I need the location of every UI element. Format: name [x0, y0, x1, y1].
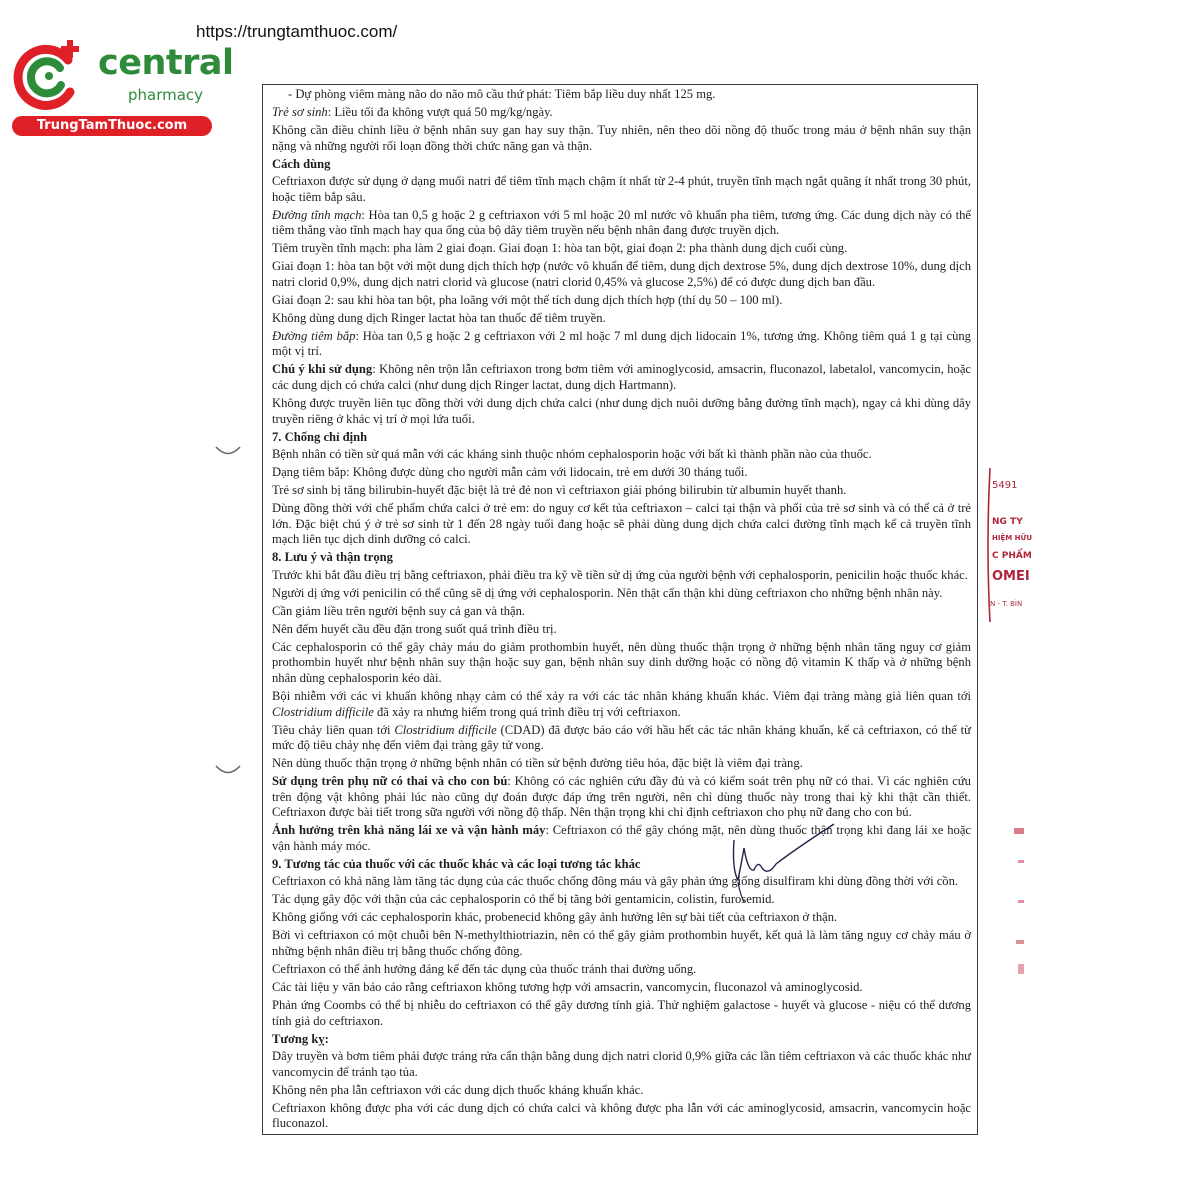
paragraph: Trẻ sơ sinh bị tăng bilirubin-huyết đặc biệt là trẻ đẻ non vì ceftriaxon giải phóng bilirubin từ albumin huyết thanh.	[272, 483, 847, 498]
paragraph: - Dự phòng viêm màng não do não mô cầu thứ phát: Tiêm bắp liều duy nhất 125 mg.	[288, 87, 716, 101]
paragraph: Dây truyền và bơm tiêm phải được tráng rửa cẩn thận bằng dung dịch natri clorid 0,9% giữa các lần tiêm ceftriaxon và các thuốc khác như vancomycin để tránh tạo tủa.	[272, 1049, 971, 1079]
paragraph: Người dị ứng với penicilin có thể cũng sẽ dị ứng với cephalosporin. Nên thật cẩn thận khi dùng ceftriaxon cho những bệnh nhân này.	[272, 585, 943, 600]
emphasis: Clostridium difficile	[394, 722, 497, 737]
paragraph-text: Bội nhiễm với các vi khuẩn không nhạy cảm có thể xảy ra với các tác nhân kháng khuẩn khác. Viêm đại tràng màng giả liên quan tới	[272, 688, 971, 703]
stamp-text: C PHẨM	[992, 551, 1032, 561]
paragraph-text: : Ceftriaxon có thể gây chóng mặt, nên dùng thuốc thận trọng khi đang lái xe hoặc vận hành máy móc.	[272, 823, 971, 853]
section-heading: 9. Tương tác của thuốc với các thuốc khác và các loại tương tác khác	[272, 856, 641, 871]
paragraph: Không dùng dung dịch Ringer lactat hòa tan thuốc để tiêm truyền.	[272, 310, 606, 325]
section-heading: 8. Lưu ý và thận trọng	[272, 550, 393, 565]
logo-mark-icon	[10, 38, 90, 118]
bold-label: Chú ý khi sử dụng	[272, 362, 373, 377]
bold-label: Ảnh hưởng trên khả năng lái xe và vận hành máy	[272, 823, 546, 838]
bold-label: Sử dụng trên phụ nữ có thai và cho con bú	[272, 774, 508, 789]
brand-subtitle: pharmacy	[128, 86, 204, 104]
paragraph: Nên đếm huyết cầu đều đặn trong suốt quá trình điều trị.	[272, 621, 557, 636]
paragraph	[272, 774, 971, 821]
brand-name: central	[98, 43, 234, 83]
paragraph	[272, 823, 971, 854]
paragraph-text: : Không có các nghiên cứu đầy đủ và có kiểm soát trên phụ nữ có thai. Vì các nghiên cứu trên động vật không phải lúc nào cũng dự đoán được đáp ứng trên người, nên chỉ dùng thuốc này trong thai kỳ khi thật cần thiết. Ceftriaxon được bài tiết trong sữa người với nồng độ thấp. Nên thận trọng khi chỉ định ceftriaxon cho phụ nữ đang cho con bú.	[272, 774, 971, 820]
stamp-text: OMEI	[992, 569, 1030, 584]
paragraph-text: : Không nên trộn lẫn ceftriaxon trong bơm tiêm với aminoglycosid, amsacrin, fluconazol, labetalol, vancomycin, hoặc các dung dịch có chứa calci (như dung dịch Ringer lactat, dung dịch Hartmann).	[272, 362, 971, 392]
paragraph	[272, 208, 971, 239]
paragraph: Trước khi bắt đầu điều trị bằng ceftriaxon, phải điều tra kỹ về tiền sử dị ứng của người bệnh với cephalosporin, penicilin hoặc thuốc khác.	[272, 567, 968, 582]
source-url[interactable]: https://trungtamthuoc.com/	[196, 22, 398, 41]
emphasis: Clostridium difficile	[272, 704, 374, 719]
paragraph-text: : Hòa tan 0,5 g hoặc 2 g ceftriaxon với 2 ml hoặc 7 ml dung dịch lidocain 1%, tương ứng. Không tiêm quá 1 g tại cùng một vị trí.	[272, 328, 971, 359]
paragraph-text: (CDAD) đã được báo cáo với hầu hết các tác nhân kháng khuẩn, kể cả ceftriaxon, có thể từ mức độ tiêu chảy nhẹ đến viêm đại tràng gây tử vong.	[272, 722, 971, 753]
paragraph	[272, 105, 971, 121]
paragraph	[272, 329, 971, 360]
leaflet-page	[262, 84, 978, 1135]
punch-hole-mark-icon	[214, 763, 242, 777]
paragraph: Giai đoạn 2: sau khi hòa tan bột, pha loãng với một thể tích dung dịch thích hợp (thí dụ 50 – 100 ml).	[272, 292, 783, 307]
paragraph-text: : Hòa tan 0,5 g hoặc 2 g ceftriaxon với 5 ml hoặc 20 ml nước vô khuẩn pha tiêm, tương ứng. Các dung dịch này có thể tiêm thẳng vào tĩnh mạch hay qua ống của bộ dây tiêm truyền nếu bệnh nhân đang được truyền dịch.	[272, 207, 971, 238]
paragraph-text: đã xảy ra nhưng hiếm trong quá trình điều trị với ceftriaxon.	[373, 704, 681, 719]
paragraph: Không giống với các cephalosporin khác, probenecid không gây ảnh hưởng lên sự bài tiết của ceftriaxon ở thận.	[272, 910, 838, 925]
emphasis: Đường tiêm bắp	[272, 328, 356, 343]
paragraph: Các tài liệu y văn báo cáo rằng ceftriaxon không tương hợp với amsacrin, vancomycin, fluconazol và aminoglycosid.	[272, 979, 863, 994]
paragraph: Không nên pha lẫn ceftriaxon với các dung dịch thuốc kháng khuẩn khác.	[272, 1082, 644, 1097]
paragraph	[272, 723, 971, 754]
paragraph: Dạng tiêm bắp: Không được dùng cho người mẫn cảm với lidocain, trẻ em dưới 30 tháng tuổi.	[272, 465, 748, 480]
paragraph-text: Tiêu chảy liên quan tới	[272, 722, 395, 737]
section-heading: Cách dùng	[272, 156, 331, 171]
emphasis: Trẻ sơ sinh	[272, 104, 328, 119]
emphasis: Đường tĩnh mạch	[272, 207, 362, 222]
section-heading: Tương kỵ:	[272, 1031, 329, 1046]
paragraph-text: : Liều tối đa không vượt quá 50 mg/kg/ngày.	[327, 104, 553, 119]
signature-icon	[724, 820, 839, 905]
paragraph: Giai đoạn 1: hòa tan bột với một dung dịch thích hợp (nước vô khuẩn để tiêm, dung dịch dextrose 5%, dung dịch dextrose 10%, dung dịch natri clorid 0,9%, dung dịch natri clorid và glucose (natri clorid 0,45% và glucose 2,5%) để có được dung dịch ban đầu.	[272, 259, 971, 289]
section-heading: 7. Chống chỉ định	[272, 429, 368, 444]
paragraph: Bởi vì ceftriaxon có một chuỗi bên N-methylthiotriazin, nên có thể gây giảm prothombin huyết, kết quả là làm tăng nguy cơ chảy máu ở những bệnh nhân điều trị bằng thuốc chống đông.	[272, 928, 971, 959]
stamp-text: NG TY	[992, 517, 1023, 527]
paragraph: Cần giảm liều trên người bệnh suy cả gan và thận.	[272, 603, 526, 618]
paragraph: Ceftriaxon không được pha với các dung dịch có chứa calci và không được pha lẫn với các aminoglycosid, amsacrin, vancomycin hoặc fluconazol.	[272, 1100, 971, 1131]
paragraph: Không cần điều chỉnh liều ở bệnh nhân suy gan hay suy thận. Tuy nhiên, nên theo dõi nồng độ thuốc trong máu ở bệnh nhân suy thận nặng và những người rối loạn đồng thời chức năng gan và thận.	[272, 122, 971, 153]
paragraph: Nên dùng thuốc thận trọng ở những bệnh nhân có tiền sử bệnh đường tiêu hóa, đặc biệt là viêm đại tràng.	[272, 756, 803, 771]
margin-marks-icon	[1006, 820, 1028, 980]
paragraph: Tiêm truyền tĩnh mạch: pha làm 2 giai đoạn. Giai đoạn 1: hòa tan bột, giai đoạn 2: pha thành dung dịch cuối cùng.	[272, 241, 848, 256]
paragraph: Ceftriaxon được sử dụng ở dạng muối natri để tiêm tĩnh mạch chậm ít nhất từ 2-4 phút, truyền tĩnh mạch ngắt quãng ít nhất trong 30 phút, hoặc tiêm bắp sâu.	[272, 174, 971, 204]
paragraph: Ceftriaxon có khả năng làm tăng tác dụng của các thuốc chống đông máu và gây phản ứng giống disulfiram khi dùng đồng thời với cồn.	[272, 874, 959, 889]
paragraph: Bệnh nhân có tiền sử quá mẫn với các kháng sinh thuộc nhóm cephalosporin hoặc với bất kì thành phần nào của thuốc.	[272, 447, 872, 462]
paragraph: Phản ứng Coombs có thể bị nhiễu do ceftriaxon có thể gây dương tính giả. Thử nghiệm galactose - huyết và glucose - niệu có thể dương tính giả do ceftriaxon.	[272, 997, 971, 1028]
stamp-text: 5491	[992, 480, 1018, 491]
central-pharmacy-logo[interactable]	[10, 38, 234, 138]
company-stamp-icon	[984, 466, 1033, 624]
paragraph: Các cephalosporin có thể gây chảy máu do giảm prothombin huyết, nên dùng thuốc thận trọng ở những bệnh nhân tăng nguy cơ giảm prothombin huyết như bệnh nhân suy thận hoặc suy gan, bệnh nhân suy dinh dưỡng hoặc có nồng độ vitamin K thấp và ở những bệnh nhân dùng cephalosporin kéo dài.	[272, 639, 971, 685]
brand-banner: TrungTamThuoc.com	[12, 116, 212, 136]
punch-hole-mark-icon	[214, 444, 242, 458]
paragraph: Không được truyền liên tục đồng thời với dung dịch chứa calci (như dung dịch nuôi dưỡng bằng đường tĩnh mạch), ngay cả khi dùng dây truyền riêng ở khác vị trí ở mọi lứa tuổi.	[272, 395, 971, 426]
paragraph: Ceftriaxon có thể ảnh hưởng đáng kể đến tác dụng của thuốc tránh thai đường uống.	[272, 962, 697, 976]
paragraph: Tác dụng gây độc với thận của các cephalosporin có thể bị tăng bởi gentamicin, colistin, furosemid.	[272, 892, 775, 907]
paragraph	[272, 362, 971, 393]
stamp-text: N - T. BÌN	[990, 600, 1023, 608]
paragraph	[272, 689, 971, 720]
stamp-text: HIỆM HỮU	[992, 534, 1033, 542]
paragraph: Dùng đồng thời với chế phẩm chứa calci ở trẻ em: do nguy cơ kết tủa ceftriaxon – calci tại thận và phổi của trẻ sơ sinh và có thể cả ở trẻ lớn. Đặc biệt chú ý ở trẻ sơ sinh từ 1 đến 28 ngày tuổi đang hoặc sẽ phải dùng dung dịch chứa calci đường tĩnh mạch kể cả truyền tĩnh mạch liên tục dịch dinh dưỡng có calci.	[272, 501, 971, 547]
